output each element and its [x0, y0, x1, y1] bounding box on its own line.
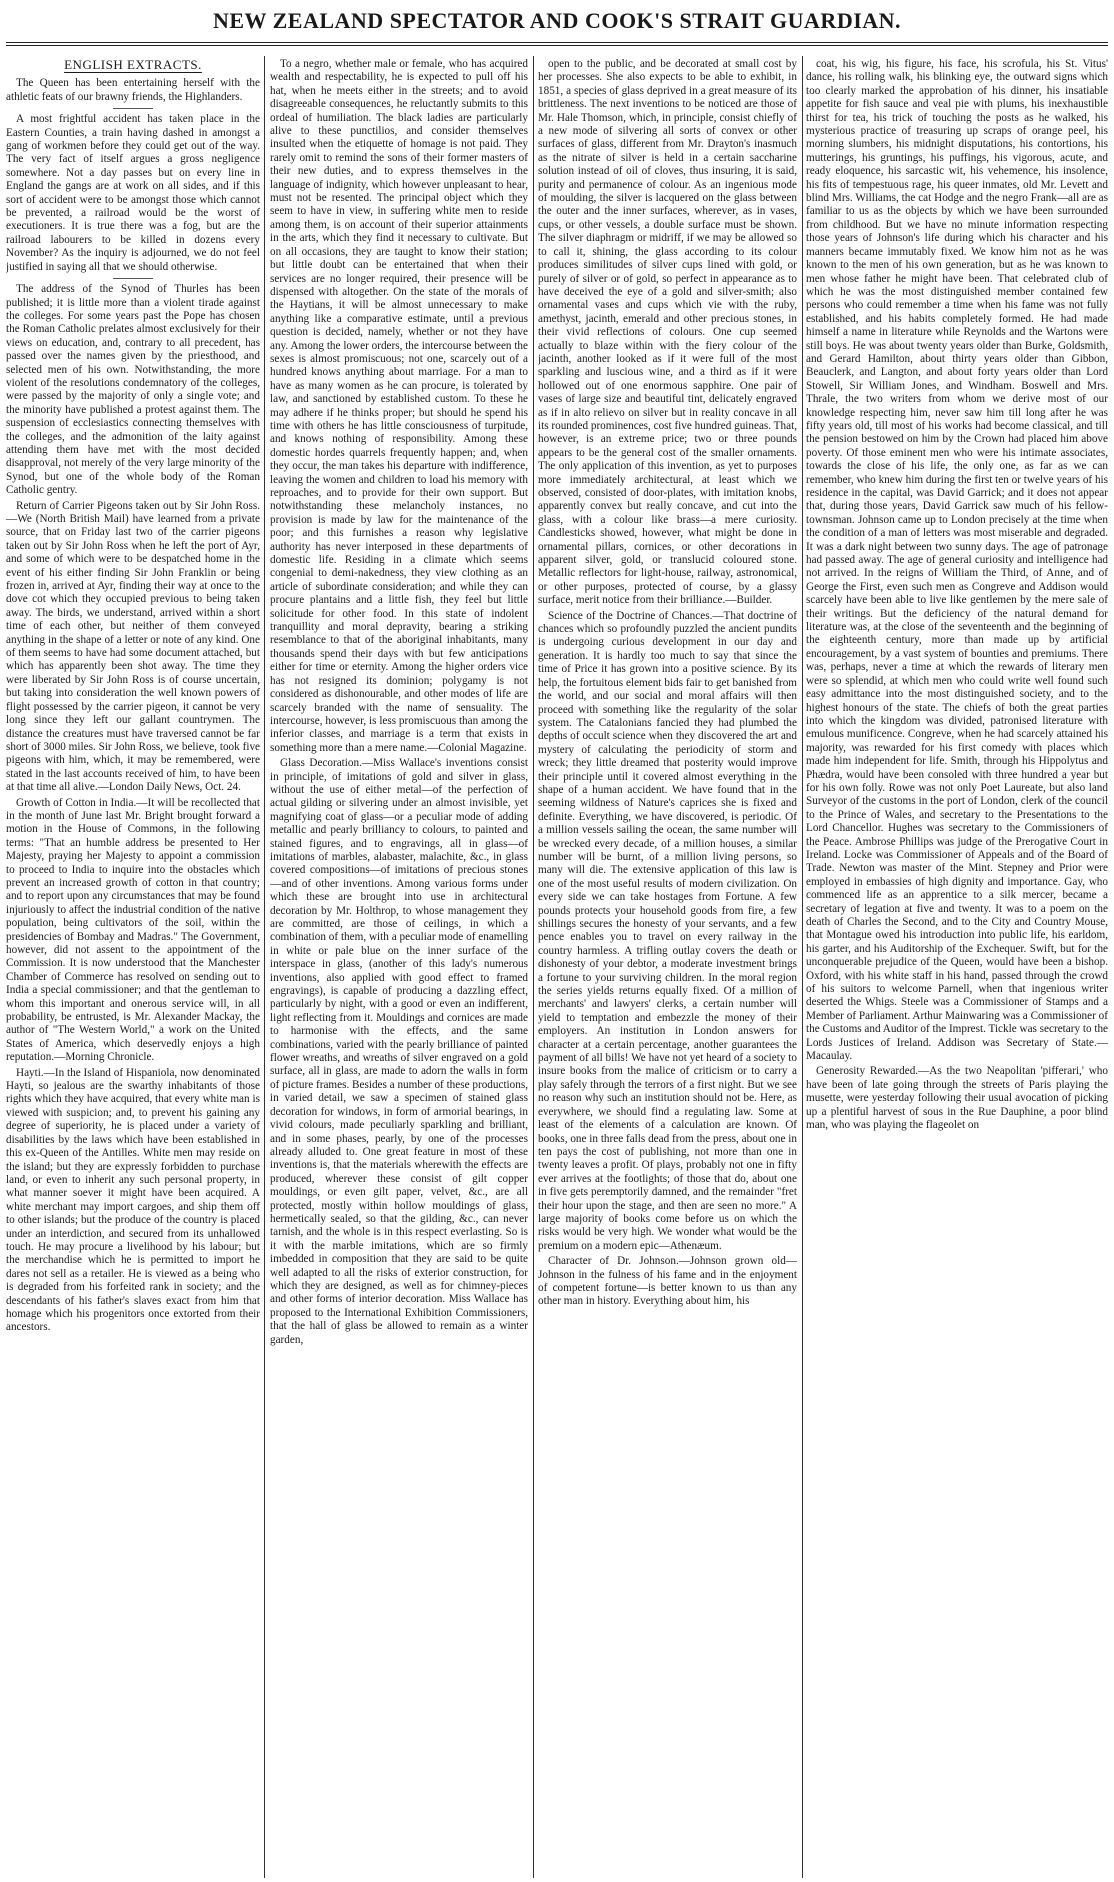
masthead-rule-thin — [6, 45, 1108, 46]
article-paragraph: To a negro, whether male or female, who has acquired wealth and respectability, he is expected to pull off his hat, when he meets either in the streets; and to avoid disagreeable consequences, he reluctantly submits to this ordeal of humiliation. The black ladies are particularly alive to these punctilios, and consider themselves insulted when the etiquette of homage is not paid. They rarely omit to remind the sons of their former masters of their new duties, and to express themselves in the language of indignity, which however unpleasant to hear, must not be resented. The principal object which they seem to have in view, in suffering white men to reside among them, is on account of their superior attainments in the arts, which they find it necessary to cultivate. But on all occasions, they are taught to know their station; but little doubt can be entertained that when their services are no longer required, their presence will be dispensed with altogether. On the state of the morals of the Haytians, it will be almost unnecessary to make anything like a comparative estimate, until a previous question is decided, namely, whether or not they have any. Among the lower orders, the intercourse between the sexes is almost promiscuous; not one, scarcely out of a hundred knows anything about marriage. For a man to have as many women as he can procure, is tolerated by law, and sanctioned by established custom. To these he may adhere if he thinks proper; but should he spend his time with others he has little consciousness of turpitude, and knows nothing of responsibility. Among these domestic hordes quarrels frequently happen; and, when they occur, the man takes his departure with indifference, leaving the women and children to load his memory with reproaches, and to provide for their own support. But notwithstanding these melancholy instances, no provision is made by law for the maintenance of the poor; and this furnishes a reason why legislative authority has never interposed in these departments of domestic life. Residing in a climate which seems congenial to demi-nakedness, they view clothing as an article of subordinate consideration; and while they can procure plantains and a little fish, they feel but little solicitude for other food. In this state of indolent tranquillity and moral depravity, bearing a striking resemblance to that of the aboriginal inhabitants, many thousands spend their days with but few anticipations either for time or eternity. Among the higher orders vice has not resigned its dominion; polygamy is not considered as dishonourable, and other modes of life are scarcely branded with the name of sensuality. The intercourse, however, is less promiscuous than among the inferior classes, and marriage is a term that exists in something more than a mere name.—Colonial Magazine. — [270, 58, 528, 754]
article-paragraph: Hayti.—In the Island of Hispaniola, now denominated Hayti, so jealous are the swarthy inhabitants of those rights which they have acquired, that every white man is viewed with suspicion; and, to prevent his gaining any degree of superiority, he is placed under a variety of disabilities by the laws which have been established in this ex-Queen of the Antilles. White men may reside on the island; but they are expressly forbidden to purchase land, or even to inherit any such personal property, in what manner soever it might have been acquired. A white merchant may import cargoes, and ship them off to other islands; but the produce of the country is placed under an interdiction, and secured from its unhallowed touch. He may procure a livelihood by his labour; but the merchandise which he is permitted to import he dares not sell as a retailer. He is viewed as a being who is degraded from his forfeited rank in society; and the descendants of his father's slaves exact from him that homage which his progenitors once extorted from their ancestors. — [6, 1066, 260, 1334]
article-paragraph: Science of the Doctrine of Chances.—That doctrine of chances which so profoundly puzzled the ancient pundits is undergoing curious development in our day and generation. It is hardly too much to say that since the time of Price it has grown into a positive science. By its help, the fortuitous element bids fair to get banished from the world, and our social and moral affairs will then proceed with something like the regularity of the solar system. The Catalonians fancied they had plumbed the depths of occult science when they discovered the art and mystery of calculating the periodicity of storm and wreck; they little dreamed that posterity would improve their principle until it covered almost everything in the shape of a human accident. We have found that in the seeming wildness of Nature's caprices she is fixed and definite. Everything, we have discovered, is periodic. Of a million vessels sailing the ocean, the same number will be wrecked every decade, of a million houses, a similar number will be burnt, of a million living persons, so many will die. The extensive application of this law is one of the most useful results of modern civilization. On every side we can take hostages from Fortune. A few pounds protects your household goods from fire, a few shillings secures the honesty of your servants, and a few pence enables you to travel on every railway in the country harmless. A trifling outlay covers the death or dishonesty of your debtor, a moderate investment brings a fortune to your surviving children. In the moral region the series yields returns equally fixed. Of a million of merchants' and lawyers' clerks, a certain number will yield to temptation and embezzle the money of their employers. An institution in London answers for character at a certain percentage, another guarantees the payment of all bills! We have not yet heard of a society to insure books from the malice of criticism or to carry a play safely through the terrors of a first night. But we see no reason why such an institution should not be. Here, as everywhere, we should find a regulating law. Some at least of the elements of a calculation are known. Of books, one in three falls dead from the press, about one in ten pays the cost of publishing, not more than one in twenty leaves a profit. Of plays, probably not one in fifty ever arrives at the footlights; of those that do, about one in five gets peremptorily damned, and the remainder "fret their hour upon the stage, and then are seen no more." A large majority of books come before us on which the risks would be very high. We wonder what would be the premium on a modern epic—Athenæum. — [538, 609, 797, 1252]
column-divider — [533, 56, 534, 1878]
column-4 — [806, 58, 1108, 1876]
article-paragraph: Generosity Rewarded.—As the two Neapolitan 'pifferari,' who have been of late going through the streets of Paris playing the musette, were yesterday following their usual avocation of picking up a plentiful harvest of sous in the Rue Dauphine, a poor blind man, who was playing the flageolet on — [806, 1065, 1108, 1132]
column-1 — [6, 58, 260, 1876]
article-paragraph: Return of Carrier Pigeons taken out by Sir John Ross.—We (North British Mail) have learned from a private source, that on Friday last two of the carrier pigeons taken out by Sir John Ross when he left the port of Ayr, and some of which were to be despatched home in the event of his either finding Sir John Franklin or being frozen in, arrived at Ayr, finding their way at once to the dove cot which they occupied previous to being taken away. The birds, we understand, arrived within a short time of each other, but neither of them conveyed anything in the shape of a letter or note of any kind. One of them seems to have had some document attached, but which has apparently been shot away. The time they were liberated by Sir John Ross is of course uncertain, but taking into consideration the well known powers of flight possessed by the carrier pigeon, it cannot be very long since they left our gallant countrymen. The distance the creatures must have traversed cannot be far short of 3000 miles. Sir John Ross, we believe, took five pigeons with him, which, it may be remembered, were stated in the last accounts received of him, to have been at that time all alive.—London Daily News, Oct. 24. — [6, 499, 260, 794]
article-separator — [113, 278, 153, 279]
article-paragraph: Character of Dr. Johnson.—Johnson grown old—Johnson in the fulness of his fame and in the enjoyment of competent fortune—is better known to us than any other man in history. Everything about him, his — [538, 1255, 797, 1308]
masthead-rule — [6, 42, 1108, 43]
article-paragraph: The Queen has been entertaining herself with the athletic feats of our brawny friends, the Highlanders. — [6, 77, 260, 103]
article-paragraph: coat, his wig, his figure, his face, his scrofula, his St. Vitus' dance, his rolling walk, his blinking eye, the outward signs which too clearly marked the approbation of his dinner, his insatiable appetite for fish sauce and veal pie with plums, his inexhaustible thirst for tea, his trick of touching the posts as he walked, his mysterious practice of treasuring up scraps of orange peel, his morning slumbers, his midnight disputations, his contortions, his mutterings, his gruntings, his puffings, his vigorous, acute, and ready eloquence, his sarcastic wit, his vehemence, his insolence, his fits of tempestuous rage, his queer inmates, old Mr. Levett and blind Mrs. Williams, the cat Hodge and the negro Frank—all are as familiar to us as the objects by which we have been surrounded from childhood. But we have no minute information respecting those years of Johnson's life during which his character and his manners became immutably fixed. We know him not as he was known to the men of his own generation, but as he was known to men whose father he might have been. That celebrated club of which he was the most distinguished member contained few persons who could remember a time when his fame was not fully established, and his habits completely formed. He had made himself a name in literature while Reynolds and the Wartons were still boys. He was about twenty years older than Burke, Goldsmith, and Gerard Hamilton, about thirty years older than Gibbon, Beauclerk, and Langton, and about forty years older than Lord Stowell, Sir William Jones, and Windham. Boswell and Mrs. Thrale, the two writers from whom we derive most of our knowledge respecting him, never saw him till long after he was fifty years old, till most of his works had become classical, and till the pension bestowed on him by the Crown had placed him above poverty. Of those eminent men who were his intimate associates, towards the close of his life, the only one, as far as we can remember, who knew him during the first ten or twelve years of his residence in the capital, was David Garrick; and it does not appear that, during those years, David Garrick saw much of his fellow-townsman. Johnson came up to London precisely at the time when the condition of a man of letters was most miserable and degraded. It was a dark night between two sunny days. The age of patronage had passed away. The age of general curiosity and intelligence had not arrived. In the reigns of William the Third, of Anne, and of George the First, even such men as Congreve and Addison would scarcely have been able to live like gentlemen by the mere sale of their writings. But the deficiency of the natural demand for literature was, at the close of the seventeenth and the beginning of the eighteenth century, more than made up by artificial encouragement, by a vast system of bounties and premiums. There was, perhaps, never a time at which the rewards of literary men were so splendid, at which men who could write well found such easy admittance into the most distinguished society, and to the highest honours of the state. The chiefs of both the great parties into which the kingdom was divided, patronised literature with emulous munificence. Congreve, when he had scarcely attained his majority, was rewarded for his first comedy with places which made him independent for life. Smith, through his Hippolytus and Phædra, would have been consoled with three hundred a year but for his own folly. Rowe was not only Poet Laureate, but also land Surveyor of the customs in the port of London, clerk of the council to the Prince of Wales, and secretary to the Presentations to the Lord Chancellor. Hughes was secretary to the Commissioners of the Peace. Ambrose Phillips was judge of the Prerogative Court in Ireland. Locke was Commissioner of Appeals and of the Board of Trade. Newton was master of the Mint. Stepney and Prior were employed in embassies of high dignity and importance. Gay, who commenced life as an apprentice to a silk mercer, became a secretary of legation at five and twenty. It was to a poem on the death of Charles the Second, and to the City and Country Mouse, that Montague owed his introduction into public life, his earldom, his garter, and his Auditorship of the Exchequer. Swift, but for the unconquerable prejudice of the Queen, would have been a bishop. Oxford, with his white staff in his hand, passed through the crowd of his suitors to welcome Parnell, when that ingenious writer deserted the Whigs. Steele was a Commissioner of Stamps and a Member of Parliament. Arthur Mainwaring was a Commissioner of the Customs and Auditor of the Imprest. Tickle was secretary to the Lords Justices of Ireland. Addison was Secretary of State.—Macaulay. — [806, 58, 1108, 1063]
article-paragraph: Growth of Cotton in India.—It will be recollected that in the month of June last Mr. Bright brought forward a motion in the House of Commons, in the following terms: "That an humble address be presented to Her Majesty, praying her Majesty to appoint a commission to proceed to India to inquire into the obstacles which prevent an increased growth of cotton in that country; and to report upon any circumstances that may be found injuriously to affect the industrial condition of the native population, being cultivators of the soil, within the presidencies of Bombay and Madras." The Government, however, did not assent to the appointment of the Commission. It is now understood that the Manchester Chamber of Commerce has resolved on sending out to India a special commissioner; and that the gentleman to whom this important and onerous service will, in all probability, be entrusted, is Mr. Alexander Mackay, the author of "The Western World," a work on the United States of America, which deservedly enjoys a high reputation.—Morning Chronicle. — [6, 796, 260, 1064]
column-3 — [538, 58, 797, 1876]
masthead-title: NEW ZEALAND SPECTATOR AND COOK'S STRAIT GUARDIAN. — [212, 8, 902, 33]
article-separator — [113, 108, 153, 109]
column-2 — [270, 58, 528, 1876]
article-paragraph: open to the public, and be decorated at small cost by her processes. She also expects to be able to exhibit, in 1851, a species of glass deprived in a great measure of its brittleness. The next inventions to be noticed are those of Mr. Hale Thomson, which, in principle, consist chiefly of a new mode of silvering all sorts of convex or other surfaces of glass, different from Mr. Drayton's inasmuch as the nitrate of silver is held in a certain saccharine solution instead of oil of cloves, thus insuring, it is said, purity and permanence of colour. As an ingenious mode of moulding, the silver is lacquered on the glass between the outer and the inner surfaces, wherever, as in vases, cups, or other vessels, a double surface must be shown. The silver diaphragm or midriff, if we may be allowed so to call it, shining, the glass according to its colour produces similitudes of silver cups lined with gold, or purely of silver or of gold, so perfect in appearance as to have deceived the eye of a gold and silver-smith; also ornamental vases and cups which vie with the ruby, amethyst, jacinth, emerald and other precious stones, in their vivid reflections of colours. One cup seemed actually to blaze within with the fiery colour of the jacinth, another looked as if it were full of the most sparkling and luscious wine, and a third as if it were hollowed out of one enormous sapphire. One pair of vases of large size and beautiful tint, delicately engraved as if in alto relievo on silver but in reality concave in all its rounded prominences, cost five hundred guineas. That, however, is an extreme price; two or three pounds appears to be the general cost of the smaller ornaments. The only application of this invention, as yet to purposes more immediately architectural, at least which we observed, consisted of door-plates, with imitation knobs, apparently convex but really concave, and cut into the glass, with a colour like brass—a mere curiosity. Candlesticks showed, however, what might be done in ornamental pillars, cornices, or other decorations in apparent silver, gold, or translucid coloured stone. Metallic reflectors for light-house, railway, astronomical, or other purposes, protected of course, by a glassy surface, merit notice from their brilliance.—Builder. — [538, 58, 797, 607]
article-paragraph: A most frightful accident has taken place in the Eastern Counties, a train having dashed in amongst a gang of workmen before they could get out of the way. The very fact of itself argues a gross negligence somewhere. Not a day passes but on every line in England the gangs are at work on all sides, and if this sort of accident were to be amongst those which cannot be prevented, a railroad would be the worst of executioners. It is true there was a fog, but are the railroad labourers to be killed in dozens every November? As the inquiry is adjourned, we do not feel justified in saying all that we should otherwise. — [6, 113, 260, 273]
article-paragraph: The address of the Synod of Thurles has been published; it is little more than a violent tirade against the colleges. For some years past the Pope has chosen the Roman Catholic prelates almost exclusively for their views on education, and, contrary to all precedent, has passed over the names given by the priesthood, and selected men of his own. Notwithstanding, the more violent of the resolutions condemnatory of the colleges, were passed by the majority of only a single vote; and the minority have published a protest against them. The suspension of ecclesiastics connecting themselves with the colleges, and the admonition of the laity against attending them have met with the most decided disapproval, not merely of the very large minority of the Synod, but one of the whole body of the Roman Catholic gentry. — [6, 283, 260, 497]
section-heading: ENGLISH EXTRACTS. — [64, 58, 202, 72]
article-paragraph: Glass Decoration.—Miss Wallace's inventions consist in principle, of imitations of gold and silver in glass, without the use of either metal—of the perfection of actual gilding or silvering under an almost invisible, yet magnifying coat of glass—or a peculiar mode of adding metallic and pearly brilliancy to colours, to painted and stained figures, and to engravings, all in glass—of imitations of marbles, alabaster, malachite, &c., in glass covered compositions—of imitations of precious stones—and of other inventions. Among various forms under which these are brought into use in architectural decoration by Mr. Holthrop, to whose management they are committed, are those of ceilings, in which a combination of them, with a peculiar mode of enamelling in white or pale blue on the inner surface of the interspace in glass, (another of this lady's numerous inventions, also applied with good effect to framed engravings), is capable of producing a dazzling effect, particularly by night, with a good or even an indifferent, light reflecting from it. Mouldings and cornices are made to harmonise with the effects, and the same combinations, varied with the pearly brilliance of painted flower wreaths, and wreaths of silver engraved on a gold surface, all in glass, are made to adorn the walls in form of picture frames. Besides a number of these productions, in varied detail, we saw a specimen of stained glass decoration for windows, in form of armorial bearings, in vivid colours, made peculiarly sparkling and brilliant, and in some phases, pearly, by one of the processes already alluded to. One great feature in most of these inventions is, that the materials wherewith the effects are produced, wherever these consist of gilt copper mouldings, or even gilt paper, velvet, &c., are all protected, mostly within hollow mouldings of glass, hermetically sealed, so that the gilding, &c., can never tarnish, and the whole is in this respect everlasting. So is it with the marble imitations, which are so firmly imbedded in composition that they are said to be quite well adapted to all the risks of exterior construction, for which they are designed, as well as for chimney-pieces and other forms of interior decoration. Miss Wallace has proposed to the International Exhibition Commissioners, that the hall of glass be allowed to remain as a winter garden, — [270, 757, 528, 1346]
column-divider — [802, 56, 803, 1878]
column-divider — [264, 56, 265, 1878]
